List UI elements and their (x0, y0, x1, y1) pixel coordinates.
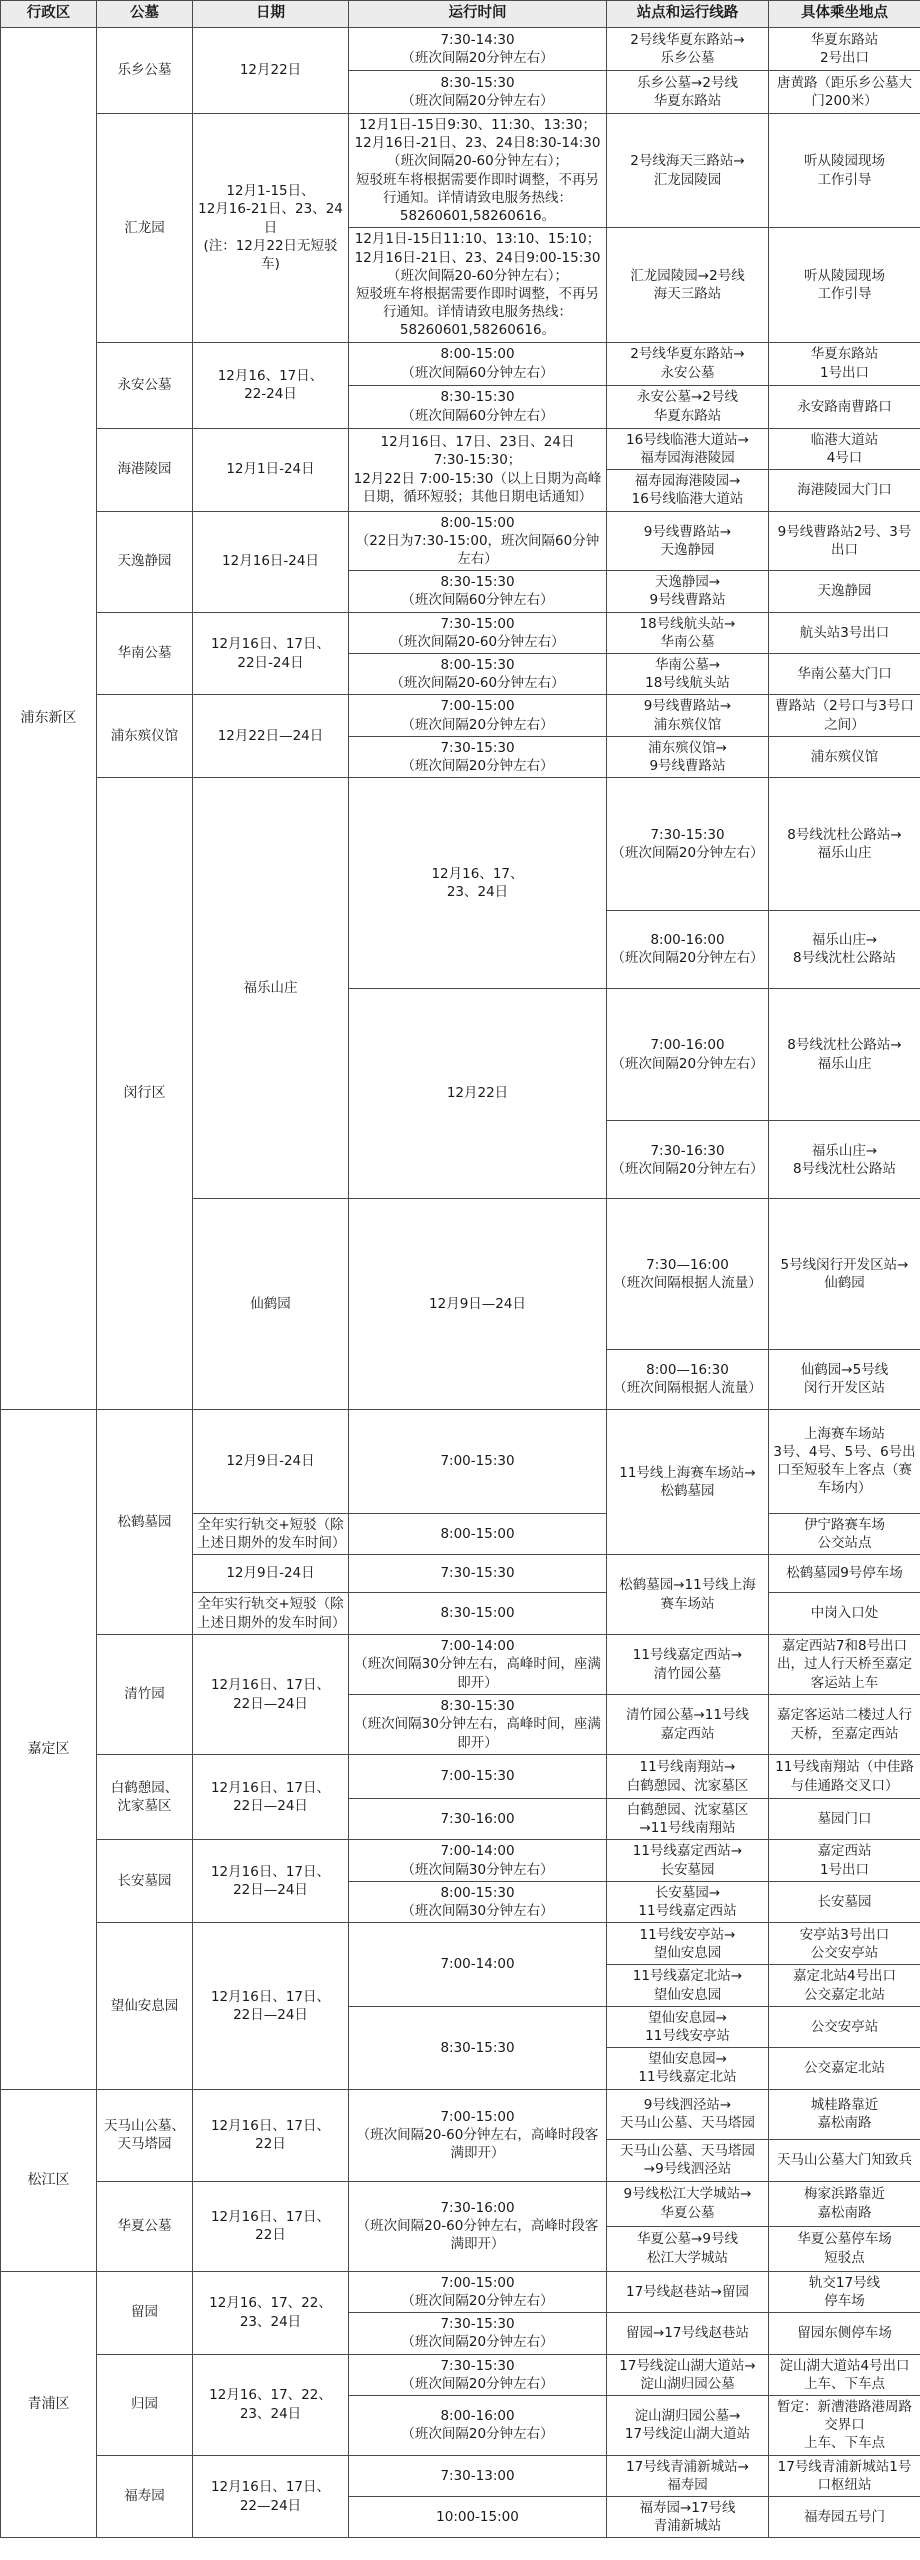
time-cell: 8:30-15:00 (349, 1593, 607, 1635)
route-cell: 11号线南翔站→ 白鹤憩园、沈家墓区 (607, 1755, 769, 1799)
stop-cell: 伊宁路赛车场 公交站点 (769, 1513, 920, 1554)
route-cell: 16号线临港大道站→ 福寿园海港陵园 (607, 428, 769, 469)
stop-cell: 上海赛车场站 3号、4号、5号、6号出口至短驳车上客点（赛车场内） (769, 1409, 920, 1513)
route-cell: 白鹤憩园、沈家墓区 →11号线南翔站 (607, 1799, 769, 1840)
time-cell: 7:00-14:00 (349, 1923, 607, 2006)
cemetery-cell: 长安墓园 (97, 1840, 193, 1923)
route-cell: 天马山公墓、天马塔园 →9号线泗泾站 (607, 2139, 769, 2181)
stop-cell: 安亭站3号出口 公交安亭站 (769, 1923, 920, 1965)
header-stop: 具体乘坐地点 (769, 1, 920, 28)
cemetery-cell: 乐乡公墓 (97, 28, 193, 114)
time-cell: 8:30-15:30 （班次间隔60分钟左右） (349, 571, 607, 612)
date-cell: 12月16日、17日、 22日—24日 (193, 1755, 349, 1840)
date-cell: 12月22日 (349, 988, 607, 1198)
header-district: 行政区 (1, 1, 97, 28)
route-cell: 留园→17号线赵巷站 (607, 2313, 769, 2354)
route-cell: 11号线安亭站→ 望仙安息园 (607, 1923, 769, 1965)
date-cell: 12月1-15日、 12月16-21日、23、24日 (注：12月22日无短驳车) (193, 114, 349, 343)
stop-cell: 淀山湖大道站4号出口上车、下车点 (769, 2354, 920, 2395)
cemetery-cell: 望仙安息园 (97, 1923, 193, 2089)
district-cell: 松江区 (1, 2089, 97, 2271)
time-cell: 8:00-16:00 （班次间隔20分钟左右） (349, 2395, 607, 2455)
table-row (1, 28, 920, 71)
table-row (1, 1923, 920, 1965)
table-row (1, 1840, 920, 1881)
stop-cell: 11号线南翔站（中佳路与佳通路交叉口） (769, 1755, 920, 1799)
time-cell: 7:00-14:00 （班次间隔30分钟左右） (349, 1840, 607, 1881)
date-cell: 12月16日-24日 (193, 511, 349, 612)
stop-cell: 唐黄路（距乐乡公墓大门200米） (769, 71, 920, 114)
time-cell: 7:30-13:00 (349, 2455, 607, 2496)
time-cell: 8:00-15:00 （班次间隔60分钟左右） (349, 342, 607, 385)
time-cell: 7:30-15:00 （班次间隔20-60分钟左右） (349, 612, 607, 653)
time-cell: 12月1日-15日11:10、13:10、15:10；12月16日-21日、23、24日9:00-15:30（班次间隔20-60分钟左右）； 短驳班车将根据需要作即时调整，不再另行通知。详情请致电服务热线：58260601,58260616。 (349, 228, 607, 342)
route-cell: 2号线华夏东路站→ 永安公墓 (607, 342, 769, 385)
route-cell: 9号线曹路站→ 天逸静园 (607, 511, 769, 571)
stop-cell: 福寿园五号门 (769, 2497, 920, 2538)
time-cell: 8:30-15:30 （班次间隔20分钟左右） (349, 71, 607, 114)
cemetery-cell: 海港陵园 (97, 428, 193, 511)
header-date: 日期 (193, 1, 349, 28)
stop-cell: 天逸静园 (769, 571, 920, 612)
stop-cell: 嘉定西站7和8号出口出，过人行天桥至嘉定客运站上车 (769, 1635, 920, 1695)
time-cell: 10:00-15:00 (349, 2497, 607, 2538)
route-cell: 5号线闵行开发区站→ 仙鹤园 (769, 1199, 920, 1350)
cemetery-cell: 福乐山庄 (193, 778, 349, 1199)
table-row (1, 612, 920, 653)
date-cell: 12月16、17、22、 23、24日 (193, 2271, 349, 2354)
stop-cell: 公交嘉定北站 (769, 2048, 920, 2089)
stop-cell: 9号线曹路站2号、3号出口 (769, 511, 920, 571)
route-cell: 望仙安息园→ 11号线安亭站 (607, 2006, 769, 2047)
time-cell: 7:30-15:30 （班次间隔20分钟左右） (349, 736, 607, 777)
route-cell: 清竹园公墓→11号线 嘉定西站 (607, 1695, 769, 1755)
time-cell: 7:00-15:00 （班次间隔20分钟左右） (349, 695, 607, 736)
stop-cell: 留园东侧停车场 (769, 2313, 920, 2354)
cemetery-cell: 留园 (97, 2271, 193, 2354)
stop-cell: 临港大道站 4号口 (769, 428, 920, 469)
cemetery-cell: 福寿园 (97, 2455, 193, 2538)
stop-cell: 梅家浜路靠近 嘉松南路 (769, 2181, 920, 2226)
stop-cell: 嘉定北站4号出口 公交嘉定北站 (769, 1965, 920, 2006)
table-row (1, 2089, 920, 2139)
route-cell: 松鹤墓园→11号线上海 赛车场站 (607, 1555, 769, 1635)
table-row (1, 1409, 920, 1513)
time-cell: 7:30-15:30 (349, 1555, 607, 1593)
table-body (1, 28, 920, 2538)
route-cell: 2号线海天三路站→ 汇龙园陵园 (607, 114, 769, 228)
route-cell: 天逸静园→ 9号线曹路站 (607, 571, 769, 612)
stop-cell: 永安路南曹路口 (769, 385, 920, 428)
stop-cell: 华南公墓大门口 (769, 654, 920, 695)
header-cemetery: 公墓 (97, 1, 193, 28)
stop-cell: 听从陵园现场 工作引导 (769, 228, 920, 342)
route-cell: 18号线航头站→ 华南公墓 (607, 612, 769, 653)
header-row (1, 1, 920, 28)
time-cell: 8:00-15:00 （22日为7:30-15:00，班次间隔60分钟左右） (349, 511, 607, 571)
stop-cell: 天马山公墓大门知致兵 (769, 2139, 920, 2181)
date-cell: 12月16日、17日、 22日 (193, 2089, 349, 2181)
cemetery-cell: 天马山公墓、天马塔园 (97, 2089, 193, 2181)
route-cell: 9号线泗泾站→ 天马山公墓、天马塔园 (607, 2089, 769, 2139)
date-cell: 12月16日、17日、 22日—24日 (193, 1635, 349, 1755)
route-cell: 11号线嘉定西站→ 清竹园公墓 (607, 1635, 769, 1695)
date-cell: 12月16、17日、 22-24日 (193, 342, 349, 428)
route-cell: 9号线曹路站→ 浦东殡仪馆 (607, 695, 769, 736)
table-row (1, 2181, 920, 2226)
stop-cell: 曹路站（2号口与3号口之间） (769, 695, 920, 736)
time-cell: 8:00-15:30 （班次间隔30分钟左右） (349, 1881, 607, 1922)
date-cell: 12月9日—24日 (349, 1199, 607, 1409)
district-cell: 浦东新区 (1, 28, 97, 1410)
time-cell: 7:30-16:00 (349, 1799, 607, 1840)
time-cell: 7:00-15:00 （班次间隔20分钟左右） (349, 2271, 607, 2312)
cemetery-cell: 华南公墓 (97, 612, 193, 695)
route-cell: 福乐山庄→ 8号线沈杜公路站 (769, 1121, 920, 1199)
time-cell: 7:30-15:30 （班次间隔20分钟左右） (349, 2313, 607, 2354)
route-cell: 9号线松江大学城站→ 华夏公墓 (607, 2181, 769, 2226)
route-cell: 11号线嘉定北站→ 望仙安息园 (607, 1965, 769, 2006)
time-cell: 12月16日、17日、23日、24日 7:30-15:30； 12月22日 7:00-15:30（以上日期为高峰日期，循环短驳；其他日期电话通知） (349, 428, 607, 511)
date-cell: 12月16日、17日、 22日 (193, 2181, 349, 2271)
route-cell: 仙鹤园→5号线 闵行开发区站 (769, 1349, 920, 1409)
time-cell: 12月1日-15日9:30、11:30、13:30；12月16日-21日、23、24日8:30-14:30（班次间隔20-60分钟左右）； 短驳班车将根据需要作即时调整，不再另行通知。详情请致电服务热线：58260601,58260616。 (349, 114, 607, 228)
date-cell: 12月16、17、22、 23、24日 (193, 2354, 349, 2455)
date-cell: 12月16日、17日、 22日—24日 (193, 1840, 349, 1923)
date-cell: 12月16、17、 23、24日 (349, 778, 607, 988)
route-cell: 望仙安息园→ 11号线嘉定北站 (607, 2048, 769, 2089)
date-cell: 12月22日 (193, 28, 349, 114)
cemetery-cell: 松鹤墓园 (97, 1409, 193, 1634)
route-cell: 17号线青浦新城站→ 福寿园 (607, 2455, 769, 2496)
stop-cell: 轨交17号线 停车场 (769, 2271, 920, 2312)
date-cell: 全年实行轨交+短驳（除上述日期外的发车时间） (193, 1513, 349, 1554)
stop-cell: 航头站3号出口 (769, 612, 920, 653)
date-cell: 12月9日-24日 (193, 1555, 349, 1593)
cemetery-cell: 华夏公墓 (97, 2181, 193, 2271)
route-cell: 长安墓园→ 11号线嘉定西站 (607, 1881, 769, 1922)
stop-cell: 长安墓园 (769, 1881, 920, 1922)
stop-cell: 听从陵园现场 工作引导 (769, 114, 920, 228)
stop-cell: 城桂路靠近 嘉松南路 (769, 2089, 920, 2139)
table-row (1, 511, 920, 571)
route-cell: 永安公墓→2号线 华夏东路站 (607, 385, 769, 428)
date-cell: 12月16日、17日、 22—24日 (193, 2455, 349, 2538)
route-cell: 福乐山庄→ 8号线沈杜公路站 (769, 910, 920, 988)
stop-cell: 海港陵园大门口 (769, 470, 920, 511)
stop-cell: 公交安亭站 (769, 2006, 920, 2047)
table-row (1, 2354, 920, 2395)
date-cell: 12月16日、17日、 22日—24日 (193, 1923, 349, 2089)
cemetery-cell: 归园 (97, 2354, 193, 2455)
stop-cell: 嘉定客运站二楼过人行天桥，至嘉定西站 (769, 1695, 920, 1755)
table-row (1, 114, 920, 228)
stop-cell: 华夏东路站 1号出口 (769, 342, 920, 385)
cemetery-cell: 天逸静园 (97, 511, 193, 612)
district-cell: 青浦区 (1, 2271, 97, 2538)
route-cell: 8号线沈杜公路站→ 福乐山庄 (769, 778, 920, 911)
stop-cell: 华夏东路站 2号出口 (769, 28, 920, 71)
cemetery-cell: 清竹园 (97, 1635, 193, 1755)
cemetery-cell: 白鹤憩园、 沈家墓区 (97, 1755, 193, 1840)
route-cell: 华南公墓→ 18号线航头站 (607, 654, 769, 695)
district-cell: 嘉定区 (1, 1409, 97, 2089)
header-route: 站点和运行线路 (607, 1, 769, 28)
table-row (1, 1635, 920, 1695)
route-cell: 17号线淀山湖大道站→ 淀山湖归园公墓 (607, 2354, 769, 2395)
route-cell: 福寿园→17号线 青浦新城站 (607, 2497, 769, 2538)
table-row (1, 778, 920, 911)
stop-cell: 暂定：新漕港路港周路交界口 上车、下车点 (769, 2395, 920, 2455)
route-cell: 华夏公墓→9号线 松江大学城站 (607, 2226, 769, 2271)
time-cell: 7:30-14:30 （班次间隔20分钟左右） (349, 28, 607, 71)
route-cell: 2号线华夏东路站→ 乐乡公墓 (607, 28, 769, 71)
time-cell: 7:00-14:00 （班次间隔30分钟左右，高峰时间，座满即开） (349, 1635, 607, 1695)
time-cell: 7:00-15:00 （班次间隔20-60分钟左右，高峰时段客满即开） (349, 2089, 607, 2181)
district-cell: 闵行区 (97, 778, 193, 1409)
route-cell: 8号线沈杜公路站→ 福乐山庄 (769, 988, 920, 1121)
date-cell: 12月16日、17日、 22日-24日 (193, 612, 349, 695)
stop-cell: 中岗入口处 (769, 1593, 920, 1635)
time-cell: 7:30-16:30 （班次间隔20分钟左右） (607, 1121, 769, 1199)
header-time: 运行时间 (349, 1, 607, 28)
stop-cell: 墓园门口 (769, 1799, 920, 1840)
cemetery-cell: 汇龙园 (97, 114, 193, 343)
time-cell: 7:00-15:30 (349, 1409, 607, 1513)
cemetery-cell: 仙鹤园 (193, 1199, 349, 1409)
date-cell: 12月1日-24日 (193, 428, 349, 511)
time-cell: 8:30-15:30 （班次间隔60分钟左右） (349, 385, 607, 428)
table-row (1, 342, 920, 385)
stop-cell: 嘉定西站 1号出口 (769, 1840, 920, 1881)
time-cell: 7:30—16:00 （班次间隔根据人流量） (607, 1199, 769, 1350)
stop-cell: 华夏公墓停车场 短驳点 (769, 2226, 920, 2271)
date-cell: 12月9日-24日 (193, 1409, 349, 1513)
stop-cell: 浦东殡仪馆 (769, 736, 920, 777)
time-cell: 8:00-15:00 (349, 1513, 607, 1554)
route-cell: 乐乡公墓→2号线 华夏东路站 (607, 71, 769, 114)
date-cell: 12月22日—24日 (193, 695, 349, 778)
cemetery-cell: 浦东殡仪馆 (97, 695, 193, 778)
time-cell: 7:00-15:30 (349, 1755, 607, 1799)
route-cell: 11号线上海赛车场站→ 松鹤墓园 (607, 1409, 769, 1554)
date-cell: 全年实行轨交+短驳（除上述日期外的发车时间） (193, 1593, 349, 1635)
stop-cell: 17号线青浦新城站1号口枢纽站 (769, 2455, 920, 2496)
table-row (1, 1755, 920, 1799)
time-cell: 8:30-15:30 （班次间隔30分钟左右，高峰时间，座满即开） (349, 1695, 607, 1755)
route-cell: 11号线嘉定西站→ 长安墓园 (607, 1840, 769, 1881)
route-cell: 汇龙园陵园→2号线 海天三路站 (607, 228, 769, 342)
time-cell: 7:30-15:30 （班次间隔20分钟左右） (607, 778, 769, 911)
cemetery-cell: 永安公墓 (97, 342, 193, 428)
route-cell: 浦东殡仪馆→ 9号线曹路站 (607, 736, 769, 777)
time-cell: 8:00-16:00 （班次间隔20分钟左右） (607, 910, 769, 988)
time-cell: 8:00—16:30 （班次间隔根据人流量） (607, 1349, 769, 1409)
route-cell: 17号线赵巷站→留园 (607, 2271, 769, 2312)
stop-cell: 松鹤墓园9号停车场 (769, 1555, 920, 1593)
time-cell: 7:30-15:30 （班次间隔20分钟左右） (349, 2354, 607, 2395)
table-row (1, 2455, 920, 2496)
time-cell: 7:30-16:00 （班次间隔20-60分钟左右，高峰时段客满即开） (349, 2181, 607, 2271)
route-cell: 淀山湖归园公墓→ 17号线淀山湖大道站 (607, 2395, 769, 2455)
route-cell: 福寿园海港陵园→ 16号线临港大道站 (607, 470, 769, 511)
table-row (1, 428, 920, 469)
table-row (1, 695, 920, 736)
time-cell: 8:30-15:30 (349, 2006, 607, 2089)
time-cell: 8:00-15:30 （班次间隔20-60分钟左右） (349, 654, 607, 695)
table-row (1, 2271, 920, 2312)
time-cell: 7:00-16:00 （班次间隔20分钟左右） (607, 988, 769, 1121)
